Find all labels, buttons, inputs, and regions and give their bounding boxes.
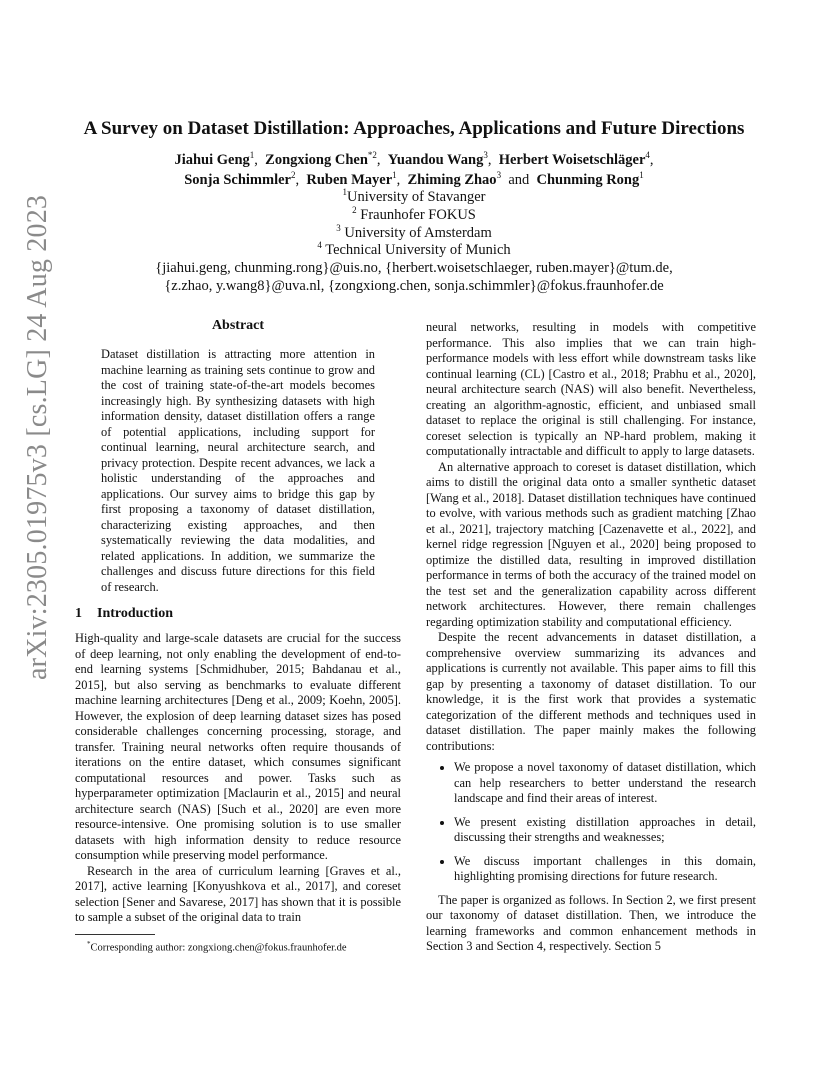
arxiv-stamp: arXiv:2305.01975v3 [cs.LG] 24 Aug 2023	[22, 194, 53, 680]
paragraph: High-quality and large-scale datasets are crucial for the success of deep learning, not only enabling the development of end-to-end learning systems [Schmidhuber, 2015; Bahdanau et al., 2015], but also serving as benchmarks to evaluate different machine learning architectures [Deng et al., 2009; Koehn, 2005]. However, the explosion of deep learning dataset sizes has posed considerable challenges concerning processing, storage, and transfer. Training neural networks often require thousands of iterations on the entire dataset, which consumes significant computational resources and power. Tasks such as hyperparameter optimization [Maclaurin et al., 2015] and neural architecture search (NAS) [Such et al., 2020] are even more resource-intensive. One promising solution is to use smaller datasets with high information density to reduce resource consumption while preserving model performance.	[75, 631, 401, 862]
affiliation: $^1$University of Stavanger	[342, 187, 486, 205]
paragraph: The paper is organized as follows. In Section 2, we first present our taxonomy of dataset distillation. Then, we introduce the learning frameworks and common enhancement methods in Section 3 and Section 4, respectively. Section 5	[426, 892, 756, 953]
list-item: • We present existing distillation approaches in detail, discussing their strengths and weaknesses;	[454, 815, 756, 846]
paragraph: neural networks, resulting in models with competitive performance. This also implies that we can train high-performance models with less effort while downstream tasks like continual learning (CL) [Castro et al., 2018; Prabhu et al., 2020], neural architecture search (NAS) will also benefit. Nevertheless, creating an algorithm-agnostic, efficient, and unbiased small dataset to replace the original is still challenging. For instance, coreset selection is typically an NP-hard problem, making it computationally intractable and difficult to apply to large datasets.	[426, 320, 756, 458]
intro-column	[75, 631, 401, 926]
contribution-list	[426, 760, 756, 885]
paper-title: A Survey on Dataset Distillation: Approaches, Applications and Future Directions	[83, 118, 745, 139]
author-name: Ruben Mayer	[306, 172, 393, 188]
list-item: • We discuss important challenges in this domain, highlighting promising directions for future research.	[454, 854, 756, 885]
author-name: Chunming Rong	[536, 172, 640, 188]
affiliation: $^3$ University of Amsterdam	[336, 222, 492, 241]
right-column	[426, 320, 756, 955]
author-name: Zhiming Zhao	[407, 172, 497, 188]
abstract-heading: Abstract	[211, 318, 265, 333]
affiliations	[60, 189, 768, 296]
footnote-rule	[75, 934, 155, 935]
email-line: {jiahui.geng, chunming.rong}@uis.no, {herbert.woisetschlaeger, ruben.mayer}@tum.de,	[155, 260, 673, 277]
email-line: {z.zhao, y.wang8}@uva.nl, {zongxiong.chen, sonja.schimmler}@fokus.fraunhofer.de	[164, 277, 664, 294]
paragraph: Despite the recent advancements in dataset distillation, a comprehensive overview summarizing its advances and applications is currently not available. This paper aims to fill this gap by presenting a taxonomy of dataset distillation. To our knowledge, it is the first work that provides a systematic categorization of the different methods and techniques used in dataset distillation. The paper mainly makes the following contributions:	[426, 630, 756, 753]
author-name: Herbert Woisetschläger	[498, 152, 646, 168]
paragraph: An alternative approach to coreset is dataset distillation, which aims to distill the original data onto a smaller synthetic dataset [Wang et al., 2018]. Dataset distillation techniques have continued to evolve, with various methods such as gradient matching [Zhao et al., 2021], trajectory matching [Cazenavette et al., 2022], and kernel ridge regression [Nguyen et al., 2020] being proposed to optimize the distilled data, resulting in improved distillation performance in terms of both the accuracy of the trained model on the test set and the generalization capability across different network architectures. However, there remain challenges regarding optimization stability and computational efficiency.	[426, 459, 756, 629]
author-name: Sonja Schimmler	[184, 172, 291, 188]
author-name: Yuandou Wang	[387, 152, 484, 168]
section-heading: 1 Introduction	[75, 606, 173, 621]
footnote: *Corresponding author: zongxiong.chen@fokus.fraunhofer.de	[87, 940, 347, 954]
affiliation: $^2$ Fraunhofer FOKUS	[352, 204, 476, 223]
author-list: Jiahui Geng$^1$, Zongxiong Chen$^{*2}$, Yuandou Wang$^3$, Herbert Woisetschläger$^4$, Sonja Schimmler$^2$, Ruben Mayer$^1$, Zhiming Zhao$^3$ and Chunming Rong$^1$	[174, 150, 654, 188]
list-item: • We propose a novel taxonomy of dataset distillation, which can help researchers to better understand the research landscape and find their areas of interest.	[454, 760, 756, 807]
author-name: Zongxiong Chen	[265, 152, 368, 168]
abstract-text: Dataset distillation is attracting more attention in machine learning as training sets continue to grow and the cost of training state-of-the-art models becomes increasingly high. By synthesizing datasets with high information density, dataset distillation offers a range of potential applications, including support for continual learning, neural architecture search, and privacy protection. Despite recent advances, we lack a holistic understanding of the approaches and applications. Our survey aims to bridge this gap by first proposing a taxonomy of dataset distillation, characterizing existing approaches, and then systematically reviewing the data modalities, and related applications. In addition, we summarize the challenges and discuss future directions for this field of research.	[101, 347, 375, 594]
paragraph: Research in the area of curriculum learning [Graves et al., 2017], active learning [Konyushkova et al., 2017], and coreset selection [Sener and Savarese, 2017] has shown that it is possible to sample a subset of the original data to train	[75, 863, 401, 924]
affiliation: $^4$ Technical University of Munich	[317, 240, 511, 259]
author-name: Jiahui Geng	[174, 152, 250, 168]
